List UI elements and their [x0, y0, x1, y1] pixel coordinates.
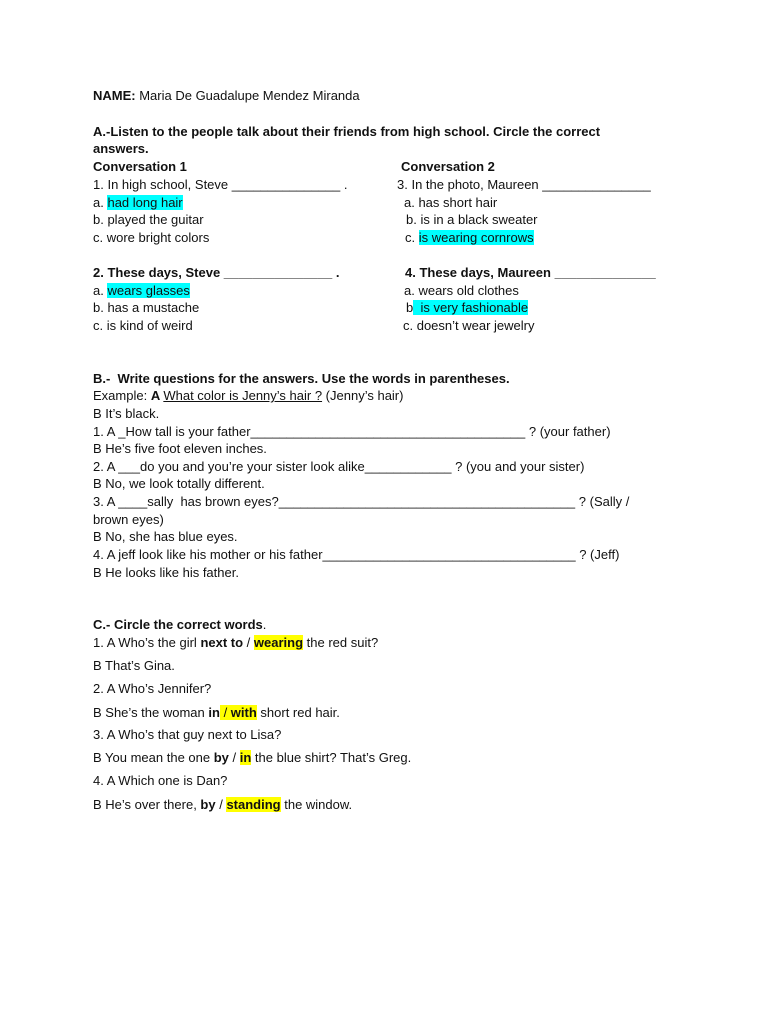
- q1-option-b: b. played the guitar: [93, 212, 204, 227]
- c-q2-option-2: with: [230, 705, 257, 720]
- q4-option-b-prefix: b: [406, 300, 414, 315]
- q4-option-b-answer: is very fashionable: [413, 300, 529, 315]
- q3-option-c-prefix: c.: [405, 230, 419, 245]
- q2-option-c: c. is kind of weird: [93, 318, 193, 333]
- c-q3-answer: [93, 749, 411, 766]
- q3-option-c: [405, 229, 534, 246]
- example-question: What color is Jenny’s hair ?: [163, 388, 323, 403]
- conversation-1-heading: Conversation 1: [93, 159, 187, 174]
- q2-option-a: [93, 282, 190, 299]
- q2-option-b: b. has a mustache: [93, 300, 200, 315]
- c-q4-option-1: by: [200, 797, 216, 812]
- c-q2: 2. A Who’s Jennifer?: [93, 681, 212, 696]
- q3-option-c-answer: is wearing cornrows: [418, 230, 534, 245]
- c-q1-post: the red suit?: [303, 635, 379, 650]
- c-q4-sep: /: [215, 797, 227, 812]
- section-a-title-cont: answers.: [93, 141, 149, 156]
- q2-option-a-answer: wears glasses: [107, 283, 190, 298]
- section-c-title: C.- Circle the correct words: [93, 617, 263, 632]
- c-q4-answer: [93, 796, 352, 813]
- q2-option-a-prefix: a.: [93, 283, 108, 298]
- b-item-3-question-cont: brown eyes): [93, 512, 164, 527]
- c-q2-pre: B She’s the woman: [93, 705, 209, 720]
- name-line: [93, 87, 360, 104]
- question-3: 3. In the photo, Maureen _______________: [397, 177, 651, 192]
- c-q3-option-2: in: [239, 750, 252, 765]
- c-q2-sep: /: [219, 705, 231, 720]
- c-q3-sep: /: [228, 750, 240, 765]
- c-q4-pre: B He’s over there,: [93, 797, 201, 812]
- q4-option-c: c. doesn’t wear jewelry: [403, 318, 535, 333]
- name-value: Maria De Guadalupe Mendez Miranda: [135, 88, 360, 103]
- c-q1: [93, 634, 378, 651]
- c-q1-option-2: wearing: [253, 635, 304, 650]
- section-c-title-line: [93, 616, 266, 633]
- c-q3-post: the blue shirt? That’s Greg.: [251, 750, 412, 765]
- q1-option-a-answer: had long hair: [107, 195, 183, 210]
- c-q2-post: short red hair.: [256, 705, 340, 720]
- b-item-2-answer: B No, we look totally different.: [93, 476, 265, 491]
- c-q3-option-1: by: [213, 750, 229, 765]
- c-q4-post: the window.: [280, 797, 353, 812]
- section-b-title: B.- Write questions for the answers. Use the words in parentheses.: [93, 371, 510, 386]
- c-q4-option-2: standing: [226, 797, 281, 812]
- b-item-1-answer: B He’s five foot eleven inches.: [93, 441, 267, 456]
- c-q3: 3. A Who’s that guy next to Lisa?: [93, 727, 282, 742]
- c-q4: 4. A Which one is Dan?: [93, 773, 228, 788]
- conversation-2-heading: Conversation 2: [401, 159, 495, 174]
- q1-option-a: [93, 194, 183, 211]
- q1-option-a-prefix: a.: [93, 195, 108, 210]
- question-1: 1. In high school, Steve _______________ .: [93, 177, 348, 192]
- question-4: 4. These days, Maureen ______________: [405, 265, 656, 280]
- b-item-2-question: 2. A ___do you and you’re your sister look alike____________ ? (you and your sister): [93, 459, 585, 474]
- b-item-4-answer: B He looks like his father.: [93, 565, 239, 580]
- q3-option-a: a. has short hair: [404, 195, 498, 210]
- example-prefix: Example:: [93, 388, 151, 403]
- c-q2-answer: [93, 704, 340, 721]
- q4-option-b: [406, 299, 528, 316]
- b-item-1-question: 1. A _How tall is your father______________________________________ ? (your father): [93, 424, 611, 439]
- c-q1-option-1: next to: [200, 635, 244, 650]
- c-q2-option-1: in: [208, 705, 220, 720]
- example-a-label: A: [150, 388, 164, 403]
- c-q1-pre: 1. A Who’s the girl: [93, 635, 201, 650]
- b-item-4-question: 4. A jeff look like his mother or his father___________________________________ ? (Jeff): [93, 547, 620, 562]
- name-label: NAME:: [93, 88, 136, 103]
- question-2: 2. These days, Steve _______________ .: [93, 265, 340, 280]
- section-c-title-period: .: [262, 617, 267, 632]
- q4-option-a: a. wears old clothes: [404, 283, 519, 298]
- c-q3-pre: B You mean the one: [93, 750, 214, 765]
- q3-option-b: b. is in a black sweater: [406, 212, 538, 227]
- q1-option-c: c. wore bright colors: [93, 230, 210, 245]
- example-answer: B It’s black.: [93, 406, 160, 421]
- c-q1-answer: B That’s Gina.: [93, 658, 175, 673]
- example-hint: (Jenny’s hair): [322, 388, 404, 403]
- b-item-3-answer: B No, she has blue eyes.: [93, 529, 238, 544]
- section-a-title: A.-Listen to the people talk about their friends from high school. Circle the correct: [93, 124, 601, 139]
- c-q1-sep: /: [243, 635, 254, 650]
- b-item-3-question: 3. A ____sally has brown eyes?_________________________________________ ? (Sally /: [93, 494, 630, 509]
- example-line: [93, 387, 403, 404]
